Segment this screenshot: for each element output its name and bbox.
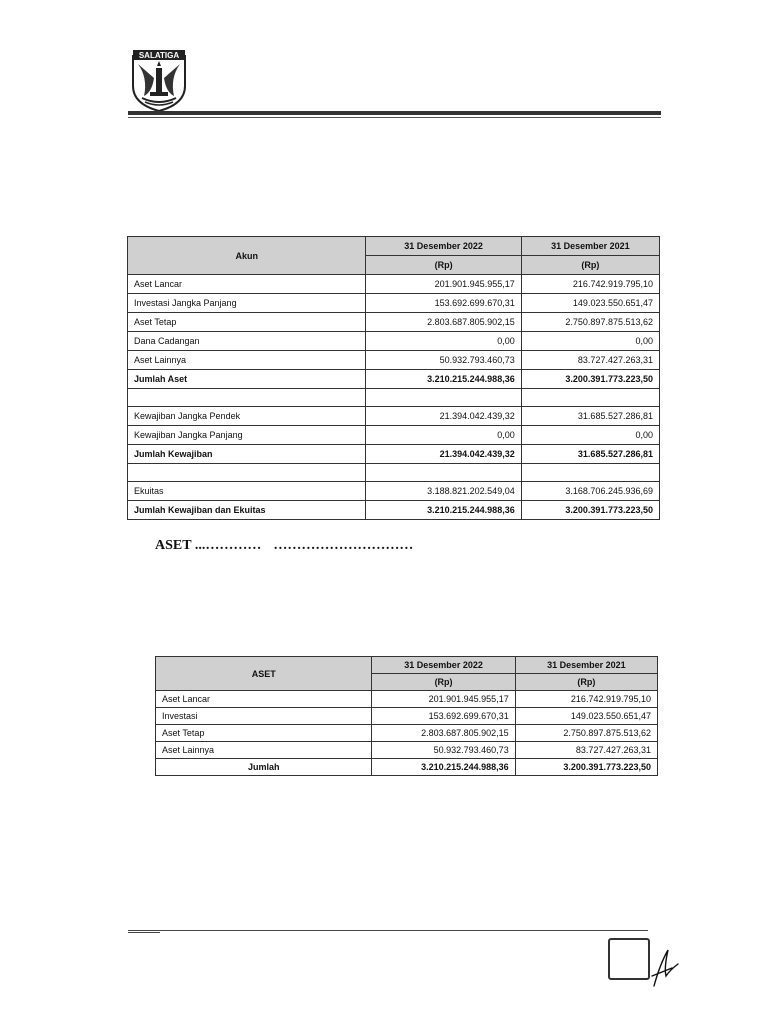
value-2022: 0,00 [366,332,521,351]
table-row [128,407,660,426]
header-date-2021: 31 Desember 2021 [521,237,659,256]
value-2021: 216.742.919.795,10 [521,275,659,294]
footer-rule [128,930,648,931]
value-2022: 3.210.215.244.988,36 [372,759,515,776]
header-date-2022: 31 Desember 2022 [366,237,521,256]
total-row [156,759,658,776]
header-unit-2021: (Rp) [515,674,657,691]
value-2021: 3.200.391.773.223,50 [515,759,657,776]
value-2022: 2.803.687.805.902,15 [366,313,521,332]
row-label: Jumlah Aset [128,370,366,389]
table-row [128,313,660,332]
value-2022: 0,00 [366,426,521,445]
header-rule-thin [128,117,661,118]
section-dots: ………………………… [273,538,414,553]
row-label: Aset Lancar [156,691,372,708]
table-row [128,275,660,294]
value-2022: 201.901.945.955,17 [372,691,515,708]
value-2021: 2.750.897.875.513,62 [515,725,657,742]
header-unit-2021: (Rp) [521,256,659,275]
value-2021: 83.727.427.263,31 [515,742,657,759]
row-label: Kewajiban Jangka Pendek [128,407,366,426]
value-2021: 3.200.391.773.223,50 [521,370,659,389]
value-2021: 3.200.391.773.223,50 [521,501,659,520]
row-label: Jumlah Kewajiban dan Ekuitas [128,501,366,520]
value-2022: 50.932.793.460,73 [366,351,521,370]
table-row [128,426,660,445]
total-row [128,445,660,464]
row-label: Aset Lancar [128,275,366,294]
table-row [128,294,660,313]
value-2022: 153.692.699.670,31 [372,708,515,725]
row-label: Aset Lainnya [156,742,372,759]
row-label: Aset Lainnya [128,351,366,370]
header-aset: ASET [156,657,372,691]
signature [648,946,682,988]
value-2021: 83.727.427.263,31 [521,351,659,370]
value-2022: 2.803.687.805.902,15 [372,725,515,742]
footer-rule-short [128,932,160,933]
row-label: Jumlah Kewajiban [128,445,366,464]
value-2021: 31.685.527.286,81 [521,407,659,426]
value-2022: 201.901.945.955,17 [366,275,521,294]
value-2021: 0,00 [521,332,659,351]
row-label: Investasi [156,708,372,725]
row-label: Kewajiban Jangka Panjang [128,426,366,445]
value-2021: 0,00 [521,426,659,445]
row-label: Jumlah [156,759,372,776]
row-label: Investasi Jangka Panjang [128,294,366,313]
row-label: Aset Tetap [156,725,372,742]
table-row [128,332,660,351]
blank-row [128,389,660,407]
value-2021: 149.023.550.651,47 [515,708,657,725]
aset-table [155,656,658,776]
initial-box [608,938,650,980]
row-label: Aset Tetap [128,313,366,332]
table-row [128,482,660,501]
value-2021: 2.750.897.875.513,62 [521,313,659,332]
value-2021: 149.023.550.651,47 [521,294,659,313]
value-2021: 3.168.706.245.936,69 [521,482,659,501]
salatiga-logo [130,48,188,112]
value-2022: 3.210.215.244.988,36 [366,370,521,389]
row-label: Dana Cadangan [128,332,366,351]
table-row [156,691,658,708]
header-unit-2022: (Rp) [372,674,515,691]
value-2022: 50.932.793.460,73 [372,742,515,759]
section-heading [155,538,413,554]
value-2021: 31.685.527.286,81 [521,445,659,464]
table-row [156,725,658,742]
header-rule [128,111,661,115]
table-row [156,742,658,759]
balance-sheet-table [127,236,660,520]
value-2022: 21.394.042.439,32 [366,445,521,464]
row-label: Ekuitas [128,482,366,501]
section-title: ASET ...………… [155,538,262,553]
value-2022: 21.394.042.439,32 [366,407,521,426]
header-date-2022: 31 Desember 2022 [372,657,515,674]
table-row [128,351,660,370]
header-akun: Akun [128,237,366,275]
value-2022: 3.210.215.244.988,36 [366,501,521,520]
blank-row [128,464,660,482]
logo-text: SALATIGA [138,51,180,60]
total-row [128,370,660,389]
value-2022: 153.692.699.670,31 [366,294,521,313]
header-date-2021: 31 Desember 2021 [515,657,657,674]
header-unit-2022: (Rp) [366,256,521,275]
total-row [128,501,660,520]
table-row [156,708,658,725]
value-2021: 216.742.919.795,10 [515,691,657,708]
value-2022: 3.188.821.202.549,04 [366,482,521,501]
